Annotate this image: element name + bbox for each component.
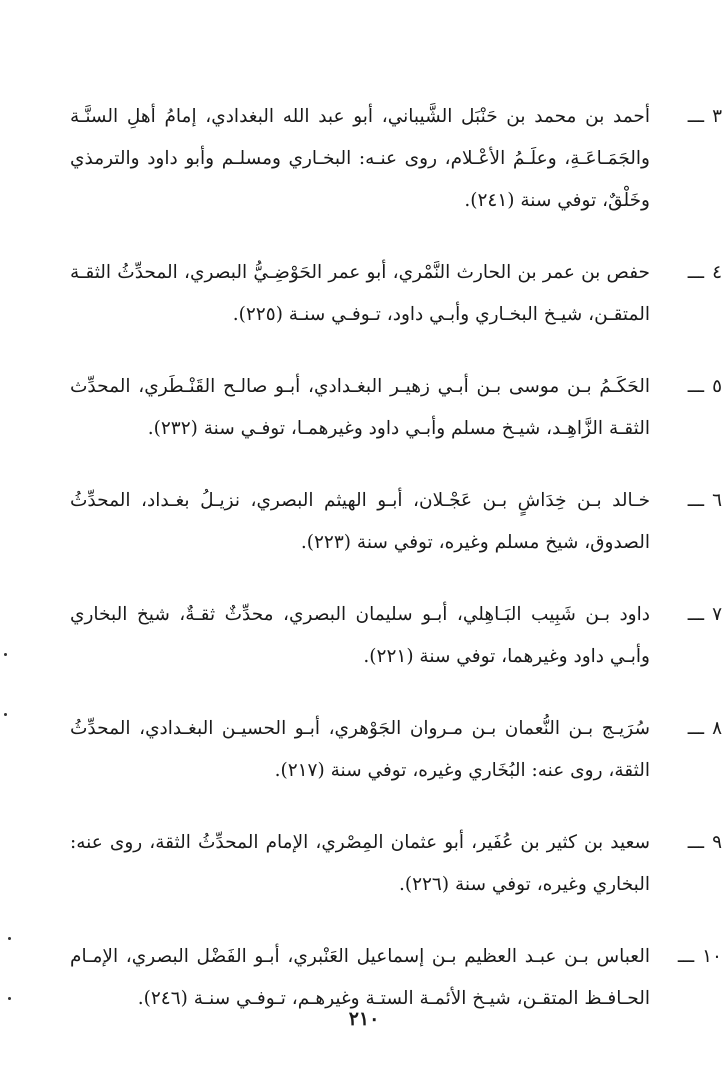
entry-number: ٧ — [712, 604, 722, 625]
margin-dot — [4, 713, 7, 716]
entry-dash: ـــ — [687, 262, 705, 283]
page-number: ٢١٠ — [348, 1008, 380, 1030]
entry-dash: ـــ — [687, 490, 705, 511]
biography-entry — [70, 480, 722, 564]
entry-dash: ـــ — [687, 832, 705, 853]
biography-entry — [70, 96, 722, 222]
entry-text: الحَكَـمُ بـن موسى بـن أبـي زهيـر البغـدادي، أبـو صالـح القَنْـطَري، المحدِّث الثقـة الزَّاهِـد، شيـخ مسلم وأبـي داود وغيرهمـا، توفـي سنة (٢٣٢). — [70, 376, 650, 439]
entry-text: حفص بن عمر بن الحارث النَّمْري، أبو عمر الحَوْضِـيُّ البصري، المحدِّثُ الثقـة المتقـن، شيـخ البخـاري وأبـي داود، تـوفـي سنـة (٢٢٥). — [70, 262, 650, 325]
entry-number: ١٠ — [702, 946, 722, 967]
entry-number: ٣ — [712, 106, 722, 127]
entry-number: ٥ — [712, 376, 722, 397]
margin-dot — [8, 937, 11, 940]
biography-entry — [70, 708, 722, 792]
biography-entry — [70, 252, 722, 336]
entry-dash: ـــ — [687, 718, 705, 739]
entry-dash: ـــ — [687, 604, 705, 625]
biography-entry — [70, 822, 722, 906]
entry-text: أحمد بن محمد بن حَنْبَل الشَّيباني، أبو عبد الله البغدادي، إمامُ أهلِ السنَّـة والجَمَـاعَـةِ، وعلَـمُ الأعْـلام، روى عنـه: البخـاري ومسلـم وأبو داود والترمذي وخَلْقٌ، توفي سنة (٢٤١). — [70, 106, 650, 211]
margin-dot — [4, 653, 7, 656]
entry-text: داود بـن شَبِيب البَـاهِلي، أبـو سليمان البصري، محدِّثٌ ثقـةٌ، شيخ البخاري وأبـي داود وغيرهما، توفي سنة (٢٢١). — [70, 604, 650, 667]
entry-number: ٤ — [712, 262, 722, 283]
entry-number: ٦ — [712, 490, 722, 511]
entry-dash: ـــ — [687, 376, 705, 397]
entry-number: ٩ — [712, 832, 722, 853]
biography-list — [70, 96, 722, 1050]
entry-dash: ـــ — [677, 946, 695, 967]
entry-text: سعيد بن كثير بن عُفَير، أبو عثمان المِصْري، الإمام المحدِّثُ الثقة، روى عنه: البخاري وغيره، توفي سنة (٢٢٦). — [70, 832, 650, 895]
biography-entry — [70, 366, 722, 450]
biography-entry — [70, 594, 722, 678]
entry-text: سُرَيـج بـن النُّعمان بـن مـروان الجَوْهري، أبـو الحسيـن البغـدادي، المحدِّثُ الثقة، روى عنه: البُخَاري وغيره، توفي سنة (٢١٧). — [70, 718, 650, 781]
entry-text: العباس بـن عبـد العظيم بـن إسماعيل العَنْبري، أبـو الفَضْل البصري، الإمـام الحـافـظ المتقـن، شيـخ الأئمـة الستـة وغيرهـم، تـوفـي سنـة (٢٤٦). — [70, 946, 650, 1009]
margin-dot — [8, 997, 11, 1000]
entry-dash: ـــ — [687, 106, 705, 127]
entry-text: خـالد بـن خِدَاشٍ بـن عَجْـلان، أبـو الهيثم البصري، نزيـلُ بغـداد، المحدِّثُ الصدوق، شيخ مسلم وغيره، توفي سنة (٢٢٣). — [70, 490, 650, 553]
entry-number: ٨ — [712, 718, 722, 739]
